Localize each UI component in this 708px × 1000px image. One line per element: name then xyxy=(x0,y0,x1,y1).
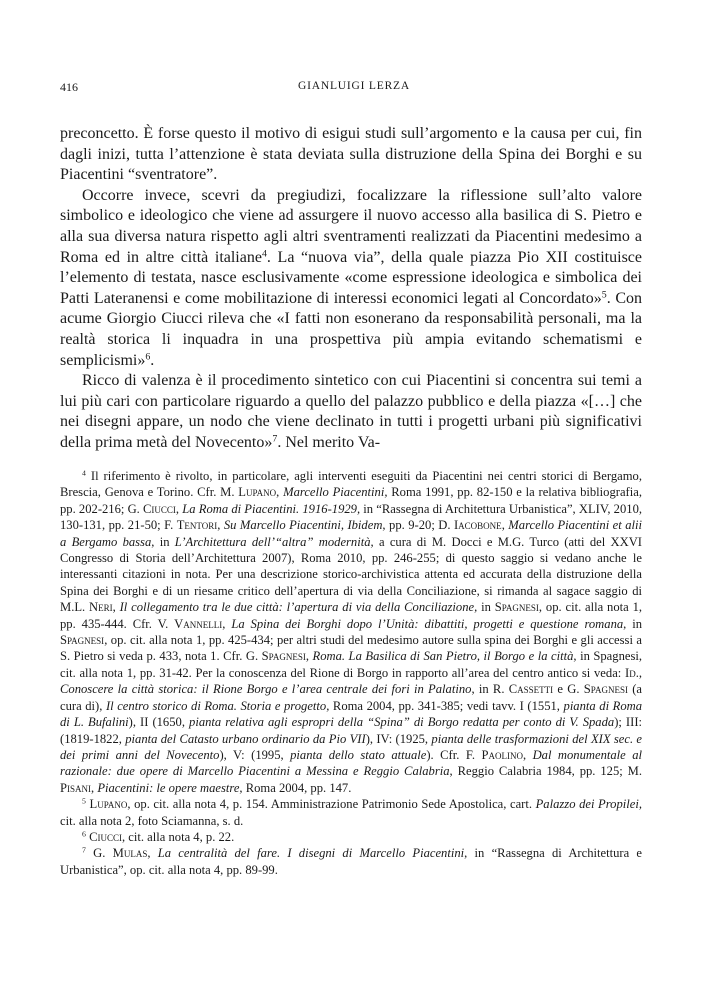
footnote-text: ). Cfr. F. xyxy=(426,747,482,762)
footnote-ref-4: 4 xyxy=(261,248,267,260)
footnote-text: , xyxy=(222,616,232,631)
footnote-7 xyxy=(60,845,642,878)
paragraph-2 xyxy=(60,186,642,371)
author-name: Mulas xyxy=(112,846,148,861)
footnote-text: e G. xyxy=(553,682,584,697)
footnote-text: G. xyxy=(85,846,113,861)
work-title: La Roma di Piacentini. 1916-1929, xyxy=(182,501,361,516)
author-name: Tentori xyxy=(176,518,218,533)
footnote-text: in “Rassegna di Architettura Urbanistica”, XLIV, 2010, 130-131, pp. 21-50; F. xyxy=(60,501,643,533)
paragraph-3-text-a: Ricco di valenza è il procedimento sintetico con cui Piacentini si concentra sui temi a lui più cari con particolare riguardo a quello del palazzo pubblico e della piazza «[…] che nei disegni appare, un nodo che viene declinato in tutti i progetti urbani più significativi della prima metà del Novecento» xyxy=(60,372,642,451)
work-title: Marcello Piacentini et alii a Bergamo bassa xyxy=(60,518,643,549)
footnote-text: , op. cit. alla nota 4, p. 154. Amministrazione Patrimonio Sede Apostolica, cart. xyxy=(127,797,536,812)
work-title: Piacentini: le opere maestre, xyxy=(97,780,243,795)
footnote-text: ), IV: (1925, xyxy=(365,731,432,746)
footnote-text: , xyxy=(276,485,284,500)
work-title: pianta relativa agli espropri della “Spina” di Borgo redatta per conto di V. Spada xyxy=(189,715,615,730)
footnote-text: , op. cit. alla nota 1, pp. 425-434; per altri studi del medesimo autore sulla spina dei Borghi e gli accessi a S. Pietro si veda p. 433, nota 1. Cfr. G. xyxy=(60,633,642,664)
footnotes xyxy=(60,468,642,878)
footnote-number: 7 xyxy=(82,846,86,856)
footnote-text: ); III: (1819-1822, xyxy=(60,715,643,746)
footnote-text: , xyxy=(522,747,533,762)
footnote-text: (a cura di), xyxy=(60,682,642,713)
author-name: Spagnesi xyxy=(261,649,306,664)
paragraph-3-text-b: . Nel merito Va- xyxy=(277,433,381,451)
footnote-text: Roma 1991, pp. 82-150 e la relativa bibliografia, pp. 202-216; G. xyxy=(60,485,642,516)
footnote-text: , xyxy=(217,518,224,533)
author-name: Vannelli xyxy=(174,616,223,631)
work-title: pianta del Catasto urbano ordinario da Pio VII xyxy=(125,731,366,746)
work-title: Il collegamento tra le due città: l’apertura di via della Conciliazione, xyxy=(119,600,478,615)
page-number: 416 xyxy=(60,80,78,94)
footnote-text: , xyxy=(112,600,120,615)
footnote-text: cit. alla nota 2, foto Sciamanna, s. d. xyxy=(60,813,244,828)
paragraph-1: preconcetto. È forse questo il motivo di esigui studi sull’argomento e la causa per cui, fin dagli inizi, tutta l’attenzione è stata deviata sulla distruzione della Spina dei Borghi e su Piacentini “sventratore”. xyxy=(60,125,642,184)
author-name: Paolino xyxy=(481,747,523,762)
footnote-text: , xyxy=(638,665,642,680)
footnote-text: , op. cit. alla nota 1, pp. 435-444. Cfr. V. xyxy=(60,600,643,631)
author-name: Iacobone xyxy=(453,518,502,533)
work-title: pianta dello stato attuale xyxy=(290,747,427,762)
footnote-text: Il riferimento è rivolto, in particolare, agli interventi eseguiti da Piacentini nei centri storici di Bergamo, Brescia, Genova e Torino. Cfr. M. xyxy=(60,469,642,500)
paragraph-2-text-c: . Con acume Giorgio Ciucci rileva che «I fatti non esonerano da responsabilità personali, ma la realtà storica li inquadra in una prospettiva più ampia evitando schematismi e semplicismi» xyxy=(60,289,643,369)
work-title: Marcello Piacentini, xyxy=(283,485,388,500)
work-title: pianta di Roma di L. Bufalini xyxy=(60,698,643,730)
work-title: Il centro storico di Roma. Storia e progetto, xyxy=(105,698,330,713)
footnote-6 xyxy=(60,829,642,845)
author-name: Cassetti xyxy=(508,682,554,697)
footnote-text: , in xyxy=(623,616,643,631)
footnote-text: , in xyxy=(151,534,175,549)
paragraph-3 xyxy=(60,371,642,453)
author-name: Pisani xyxy=(60,780,92,795)
body-text xyxy=(60,124,642,454)
work-title: pianta delle trasformazioni del XIX sec. e dei primi anni del Novecento xyxy=(60,731,643,762)
running-title: GIANLUIGI LERZA xyxy=(298,80,410,92)
paragraph-2-text-d: . xyxy=(150,351,155,369)
footnote-ref-6: 6 xyxy=(145,351,151,363)
footnote-text: , xyxy=(175,501,183,516)
work-title: Palazzo dei Propilei, xyxy=(535,797,643,812)
footnote-text: a cura di M. Docci e M.G. Turco (atti del XXVI Congresso di Storia dell’Architettura 2007), Roma 2010, pp. 246-255; di questo saggio si vedano anche le interessanti citazioni in nota. Per una descrizione storico-archivistica attenta ed accurata della distruzione della Spina dei Borghi e di un riesame critico dell’apertura di via della Conciliazione, si rimanda al sagace saggio di M.L. xyxy=(60,534,642,615)
footnote-4 xyxy=(60,468,642,796)
footnote-text: Roma 2004, pp. 341-385; vedi tavv. I (1551, xyxy=(329,698,564,713)
footnote-text: , in Spagnesi, cit. alla nota 1, pp. 31-42. Per la conoscenza del Rione di Borgo in rapporto all’area del centro antico si veda: xyxy=(60,649,643,680)
footnote-number: 6 xyxy=(82,829,86,839)
footnote-number: 4 xyxy=(82,468,86,478)
footnote-text: , cit. alla nota 4, p. 22. xyxy=(121,829,235,844)
work-title: Dal monumentale al razionale: due opere di Marcello Piacentini a Messina e Reggio Calabria xyxy=(60,747,643,779)
paragraph-2-text-a: Occorre invece, scevri da pregiudizi, focalizzare la riflessione sull’alto valore simbolico e ideologico che viene ad assurgere il nuovo accesso alla basilica di S. Pietro e alla sua diversa natura rispetto agli altri sventramenti realizzati da Piacentini medesimo a Roma ed in altre città italiane xyxy=(60,186,642,266)
author-name: Ciucci xyxy=(89,829,122,844)
footnote-text: , xyxy=(305,649,313,664)
footnote-text: in xyxy=(477,600,495,615)
author-name: Spagnesi xyxy=(583,682,628,697)
footnote-ref-7: 7 xyxy=(272,433,278,445)
work-title: Conoscere la città storica: il Rione Borgo e l’area centrale dei fori in Palatino xyxy=(60,682,472,697)
author-name: Id. xyxy=(625,665,639,680)
author-name: Ciucci xyxy=(143,501,176,516)
work-title: L’Architettura dell’“altra” modernità, xyxy=(174,534,374,549)
author-name: Spagnesi xyxy=(494,600,539,615)
footnote-text: , in R. xyxy=(471,682,509,697)
footnote-text: ), V: (1995, xyxy=(219,747,291,762)
author-name: Neri xyxy=(89,600,113,615)
paragraph-2-text-b: . La “nuova via”, della quale piazza Pio XII costituisce l’elemento di testata, nasce esclusivamente «come espressione ideologica e simbolica dei Patti Lateranensi e come mobilitazione di interessi economici legati al Concordato» xyxy=(60,248,643,307)
work-title: Su Marcello Piacentini, Ibidem xyxy=(223,518,383,533)
author-name: Spagnesi xyxy=(60,633,105,648)
footnote-text: , pp. 9-20; D. xyxy=(382,518,454,533)
author-name: Lupano xyxy=(89,797,128,812)
footnote-text: , xyxy=(501,518,509,533)
footnote-text: , xyxy=(147,846,158,861)
work-title: La centralità del fare. I disegni di Marcello Piacentini xyxy=(157,846,465,861)
footnote-text: ), II (1650, xyxy=(128,715,190,730)
footnote-text: , in “Rassegna di Architettura e Urbanistica”, op. cit. alla nota 4, pp. 89-99. xyxy=(60,846,643,877)
footnote-text: , xyxy=(91,780,98,795)
footnote-ref-5: 5 xyxy=(601,289,607,301)
footnote-text: Roma 2004, pp. 147. xyxy=(242,780,352,795)
work-title: La Spina dei Borghi dopo l’Unità: dibattiti, progetti e questione romana xyxy=(231,616,624,631)
work-title: Roma. La Basilica di San Pietro, il Borgo e la città xyxy=(312,649,574,664)
footnote-5 xyxy=(60,796,642,829)
footnote-number: 5 xyxy=(82,796,86,806)
footnote-text: , Reggio Calabria 1984, pp. 125; M. xyxy=(449,764,643,779)
author-name: Lupano xyxy=(238,485,277,500)
